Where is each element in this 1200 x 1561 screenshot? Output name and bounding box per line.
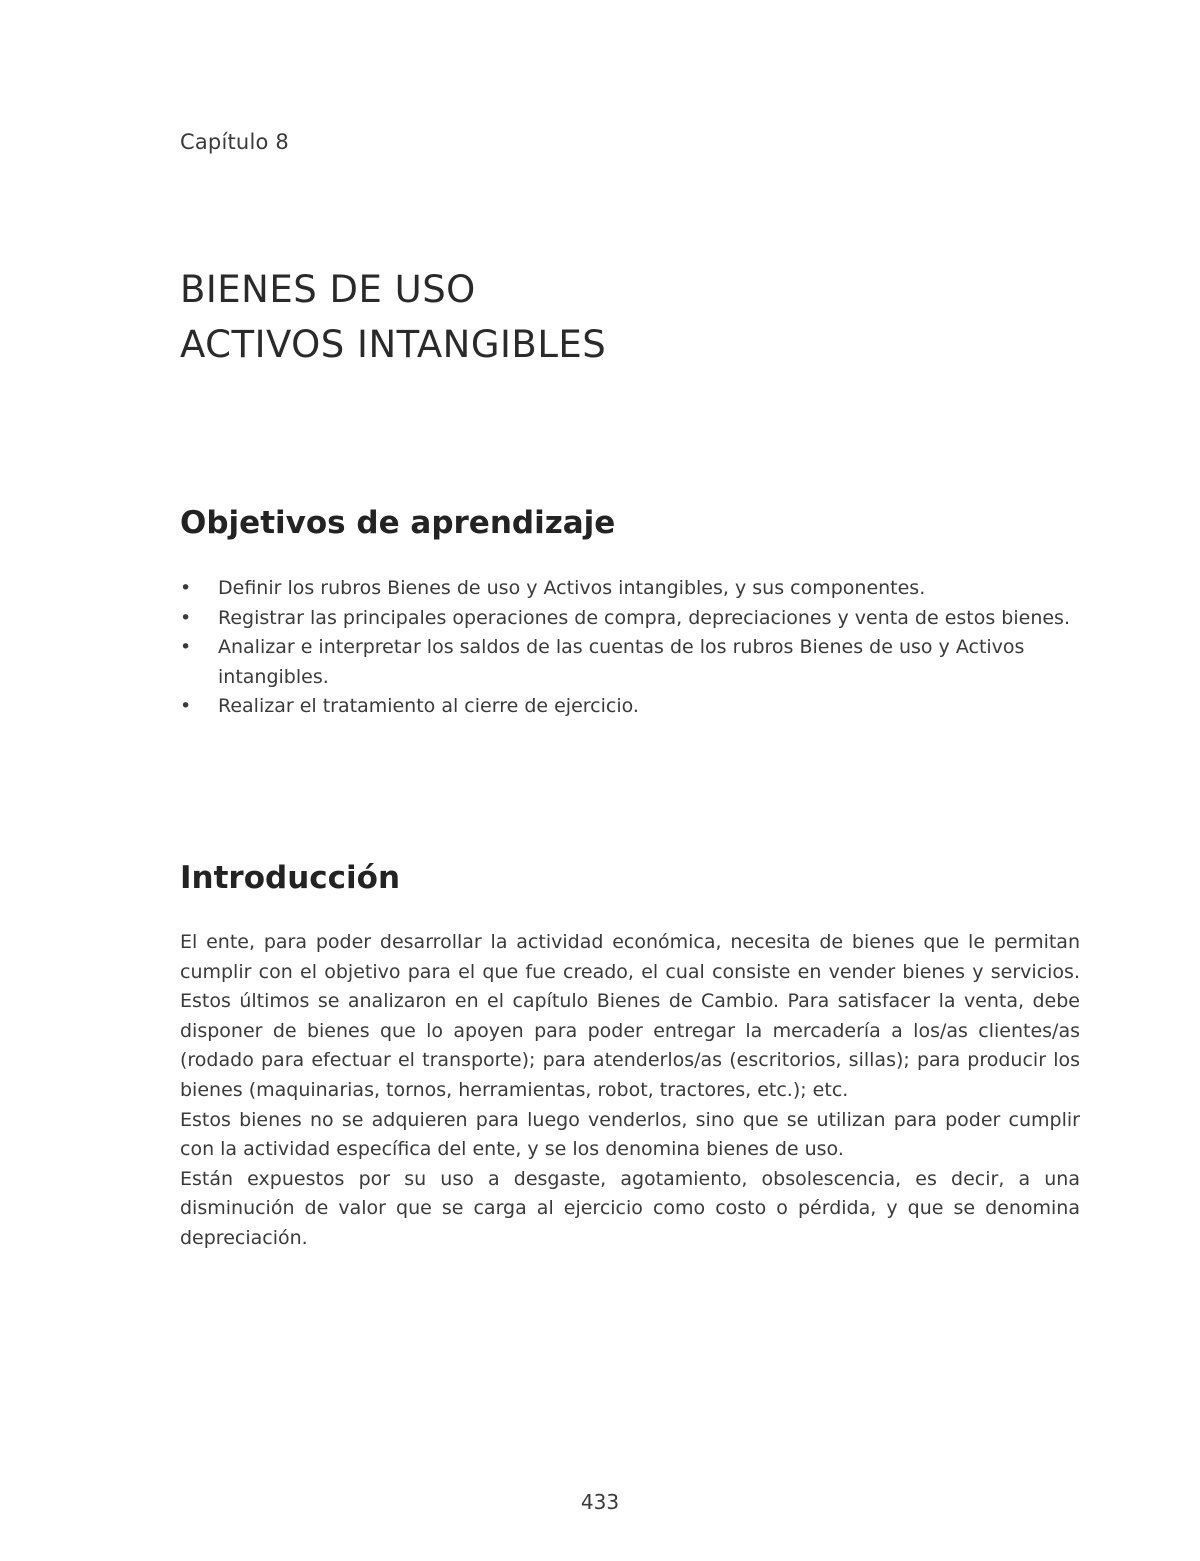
introduction-body [180,928,1080,1254]
bullet-icon: • [180,636,192,658]
bullet-icon: • [180,577,192,599]
page-number: 433 [580,1490,620,1514]
chapter-title-line-2: ACTIVOS INTANGIBLES [180,323,607,366]
bullet-icon: • [180,606,192,629]
introduction-heading: Introducción [180,860,401,896]
objective-text: Analizar e interpretar los saldos de las cuentas de los rubros Bienes de uso y Activos intangibles. [218,636,1025,688]
chapter-title [180,262,606,372]
bullet-icon: • [180,695,192,717]
paragraph: Estos bienes no se adquieren para luego venderlos, sino que se utilizan para poder cumplir con la actividad específica del ente, y se los denomina bienes de uso. [180,1108,1080,1161]
list-item [180,604,1080,634]
objective-text: Definir los rubros Bienes de uso y Activos intangibles, y sus componentes. [218,577,926,599]
objective-text: Registrar las principales operaciones de compra, depreciaciones y venta de estos bienes. [218,606,1070,629]
chapter-title-line-1: BIENES DE USO [180,268,476,311]
paragraph: El ente, para poder desarrollar la actividad económica, necesita de bienes que le permitan cumplir con el objetivo para el que fue creado, el cual consiste en vender bienes y servicios. Estos últimos se analizaron en el capítulo Bienes de Cambio. Para satisfacer la venta, debe disponer de bienes que lo apoyen para poder entregar la mercadería a los/as clientes/as (rodado para efectuar el transporte); para atenderlos/as (escritorios, sillas); para producir los bienes (maquinarias, tornos, herramientas, robot, tractores, etc.); etc. [180,931,1080,1101]
list-item [180,692,1080,722]
list-item [180,574,1080,604]
list-item [180,633,1080,692]
objective-text: Realizar el tratamiento al cierre de ejercicio. [218,695,639,717]
chapter-label: Capítulo 8 [180,130,289,154]
objectives-heading: Objetivos de aprendizaje [180,505,616,541]
paragraph: Están expuestos por su uso a desgaste, agotamiento, obsolescencia, es decir, a una disminución de valor que se carga al ejercicio como costo o pérdida, y que se denomina depreciación. [180,1167,1080,1249]
objectives-list [180,574,1080,722]
